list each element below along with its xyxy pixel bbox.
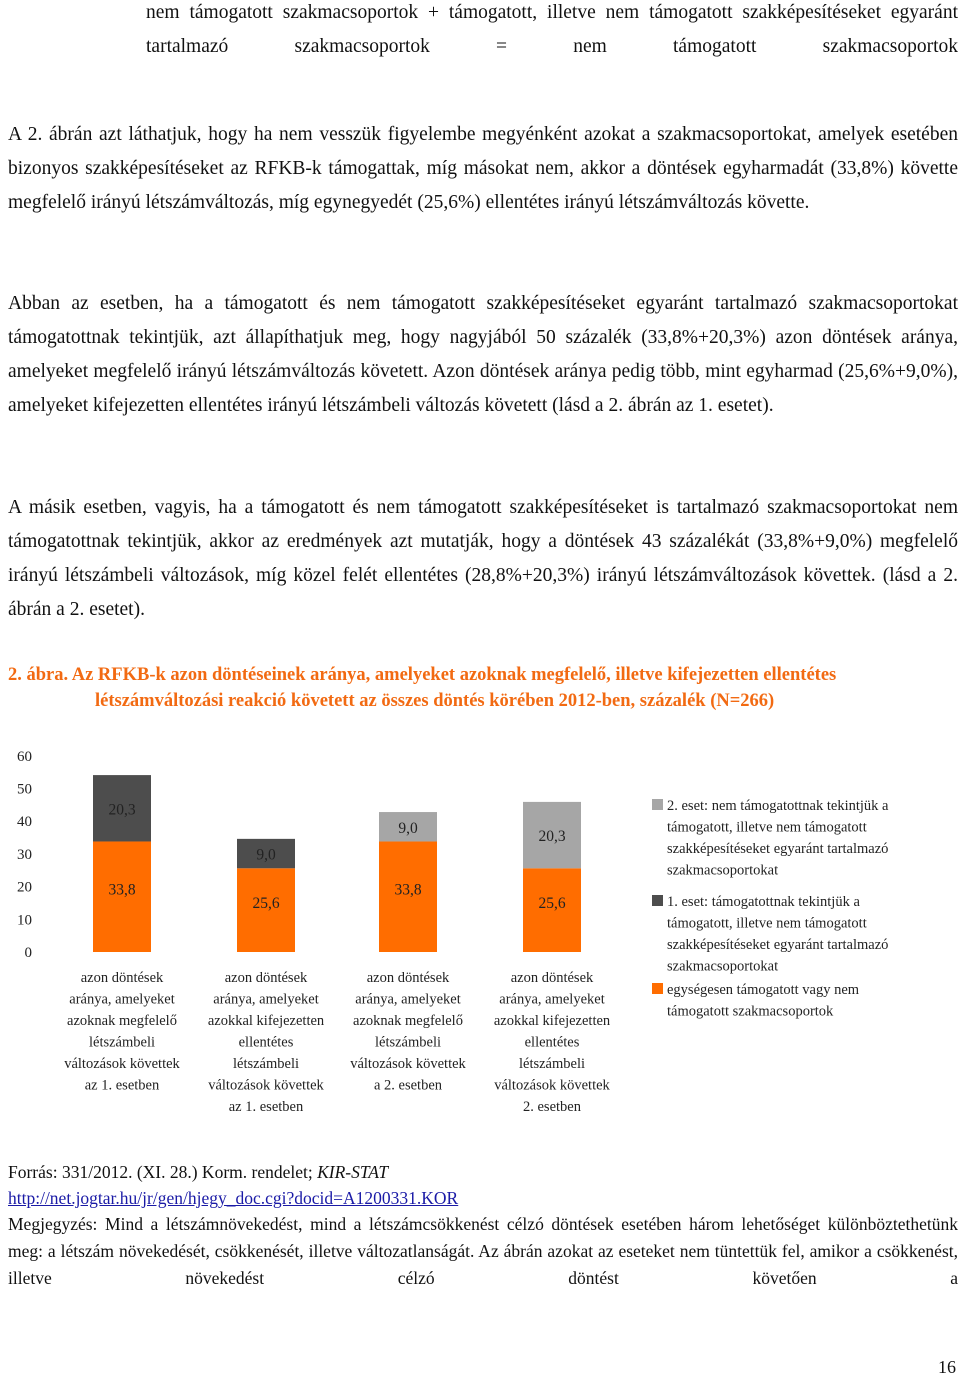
legend-label-line: szakmacsoportokat [667,958,779,975]
legend-label-line: 1. eset: támogatottnak tekintjük a [667,894,860,910]
y-tick-label: 40 [17,814,32,831]
legend-label-line: egységesen támogatott vagy nem [667,982,860,998]
data-label: 33,8 [108,881,136,899]
stacked-bar-chart [0,740,960,1125]
category-label-line: azoknak megfelelő [67,1013,177,1029]
category-label-line: az 1. esetben [228,1099,304,1115]
source-line [8,1159,958,1211]
y-tick-label: 50 [17,781,32,798]
source-prefix: Forrás: 331/2012. (XI. 28.) Korm. rendelet; [8,1162,318,1182]
category-label-line: létszámbeli [374,1034,442,1051]
category-label-line: létszámbeli [518,1056,586,1072]
category-label [208,970,325,1115]
data-label: 20,3 [538,828,566,846]
category-label-line: azokkal kifejezetten [493,1013,611,1029]
legend-swatch [652,799,663,810]
category-label-line: aránya, amelyeket [355,991,461,1008]
category-label-line: 2. esetben [523,1099,581,1115]
legend-label [667,894,888,975]
category-label-line: változások követtek [208,1077,324,1094]
category-label [494,970,611,1115]
legend-swatch [652,983,663,994]
legend-label-line: 2. eset: nem támogatottnak tekintjük a [667,798,889,814]
category-label-line: azon döntések [80,970,164,986]
category-label-line: aránya, amelyeket [213,991,319,1008]
legend-label-line: szakmacsoportokat [667,862,779,879]
y-tick-label: 10 [17,912,32,929]
category-label-line: az 1. esetben [84,1077,160,1094]
y-tick-label: 60 [17,748,32,765]
y-tick-label: 0 [24,945,32,961]
data-label: 25,6 [252,895,280,913]
category-label [350,970,466,1094]
legend-label-line: szakképesítéseket egyaránt tartalmazó [667,937,889,953]
category-label-line: azon döntések [366,970,450,986]
data-label: 33,8 [394,881,422,899]
category-label-line: létszámbeli [88,1034,156,1051]
figure-label: 2. ábra. [8,665,69,685]
data-label: 9,0 [256,846,276,864]
paragraph-3: A másik esetben, vagyis, ha a támogatott és nem támogatott szakképesítéseket is tartalmazó szakmacsoportokat nem támogatottnak tekintjük, akkor az eredmények azt mutatják, hogy a döntések 43 százalékát (33,8%+9,0%) megfelelő irányú létszámbeli változások, míg közel felét ellentétes (28,8%+20,3%) irányú létszámváltozások követtek. (lásd a 2. ábrán a 2. esetet). [8,497,958,620]
category-label-line: azokkal kifejezetten [207,1013,325,1029]
page-number: 16 [938,1357,956,1377]
data-label: 9,0 [398,819,418,837]
category-label-line: azon döntések [510,970,594,986]
source-link[interactable]: http://net.jogtar.hu/jr/gen/hjegy_doc.cgi?docid=A1200331.KOR [8,1188,459,1208]
category-label-line: változások követtek [494,1077,610,1094]
category-label-line: létszámbeli [232,1056,300,1072]
legend-swatch [652,895,663,906]
figure-title-line2: létszámváltozási reakció követett az összes döntés körében 2012-ben, százalék (N=266) [95,691,775,711]
data-label: 20,3 [108,801,136,819]
category-label-line: ellentétes [238,1034,294,1051]
paragraph-definition: nem támogatott szakmacsoportok + támogatott, illetve nem támogatott szakképesítéseket egyaránt tartalmazó szakmacsoportok = nem támogatott szakmacsoportok [146,2,958,57]
category-label-line: változások követtek [64,1056,180,1072]
legend-label [667,798,889,879]
category-label-line: változások követtek [350,1056,466,1072]
legend-label-line: támogatott, illetve nem támogatott [667,819,867,836]
legend-label [667,982,860,1020]
category-label-line: azon döntések [224,970,308,986]
figure-title-line1: Az RFKB-k azon döntéseinek aránya, amelyeket azoknak megfelelő, illetve kifejezetten ellentétes [71,665,837,685]
category-label [64,970,180,1094]
y-tick-label: 20 [17,879,32,896]
paragraph-1: A 2. ábrán azt láthatjuk, hogy ha nem vesszük figyelembe megyénként azokat a szakmacsoportokat, amelyek esetében bizonyos szakképesítéseket az RFKB-k támogattak, míg másokat nem, akkor a döntések egyharmadát (33,8%) követte megfelelő irányú létszámváltozás, míg egynegyedét (25,6%) ellentétes irányú létszámváltozás követte. [8,124,958,213]
y-tick-label: 30 [17,846,32,863]
figure-caption [8,662,958,714]
data-label: 25,6 [538,895,566,913]
category-label-line: aránya, amelyeket [499,991,605,1008]
note-paragraph: Megjegyzés: Mind a létszámnövekedést, mind a létszámcsökkenést célzó döntések esetében három lehetőséget különböztethetünk meg: a létszám növekedését, csökkenését, illetve változatlanságát. Az ábrán azokat az eseteket nem tüntettük fel, amikor a csökkenést, illetve növekedést célzó döntést követően a [8,1214,958,1288]
source-italic: KIR-STAT [317,1162,389,1182]
category-label-line: ellentétes [524,1034,580,1051]
category-label-line: aránya, amelyeket [69,991,175,1008]
legend-label-line: támogatott szakmacsoportok [667,1003,834,1020]
legend-label-line: támogatott, illetve nem támogatott [667,915,867,932]
paragraph-2: Abban az esetben, ha a támogatott és nem támogatott szakképesítéseket egyaránt tartalmazó szakmacsoportokat támogatottnak tekintjük, azt állapíthatjuk meg, hogy nagyjából 50 százalék (33,8%+20,3%) azon döntések aránya, amelyeket megfelelő irányú létszámváltozás követett. Azon döntések aránya pedig több, mint egyharmad (25,6%+9,0%), amelyeket kifejezetten ellentétes irányú létszámbeli változás követett (lásd a 2. ábrán az 1. esetet). [8,293,958,416]
category-label-line: azoknak megfelelő [353,1013,463,1029]
legend-label-line: szakképesítéseket egyaránt tartalmazó [667,841,889,857]
category-label-line: a 2. esetben [373,1077,443,1094]
